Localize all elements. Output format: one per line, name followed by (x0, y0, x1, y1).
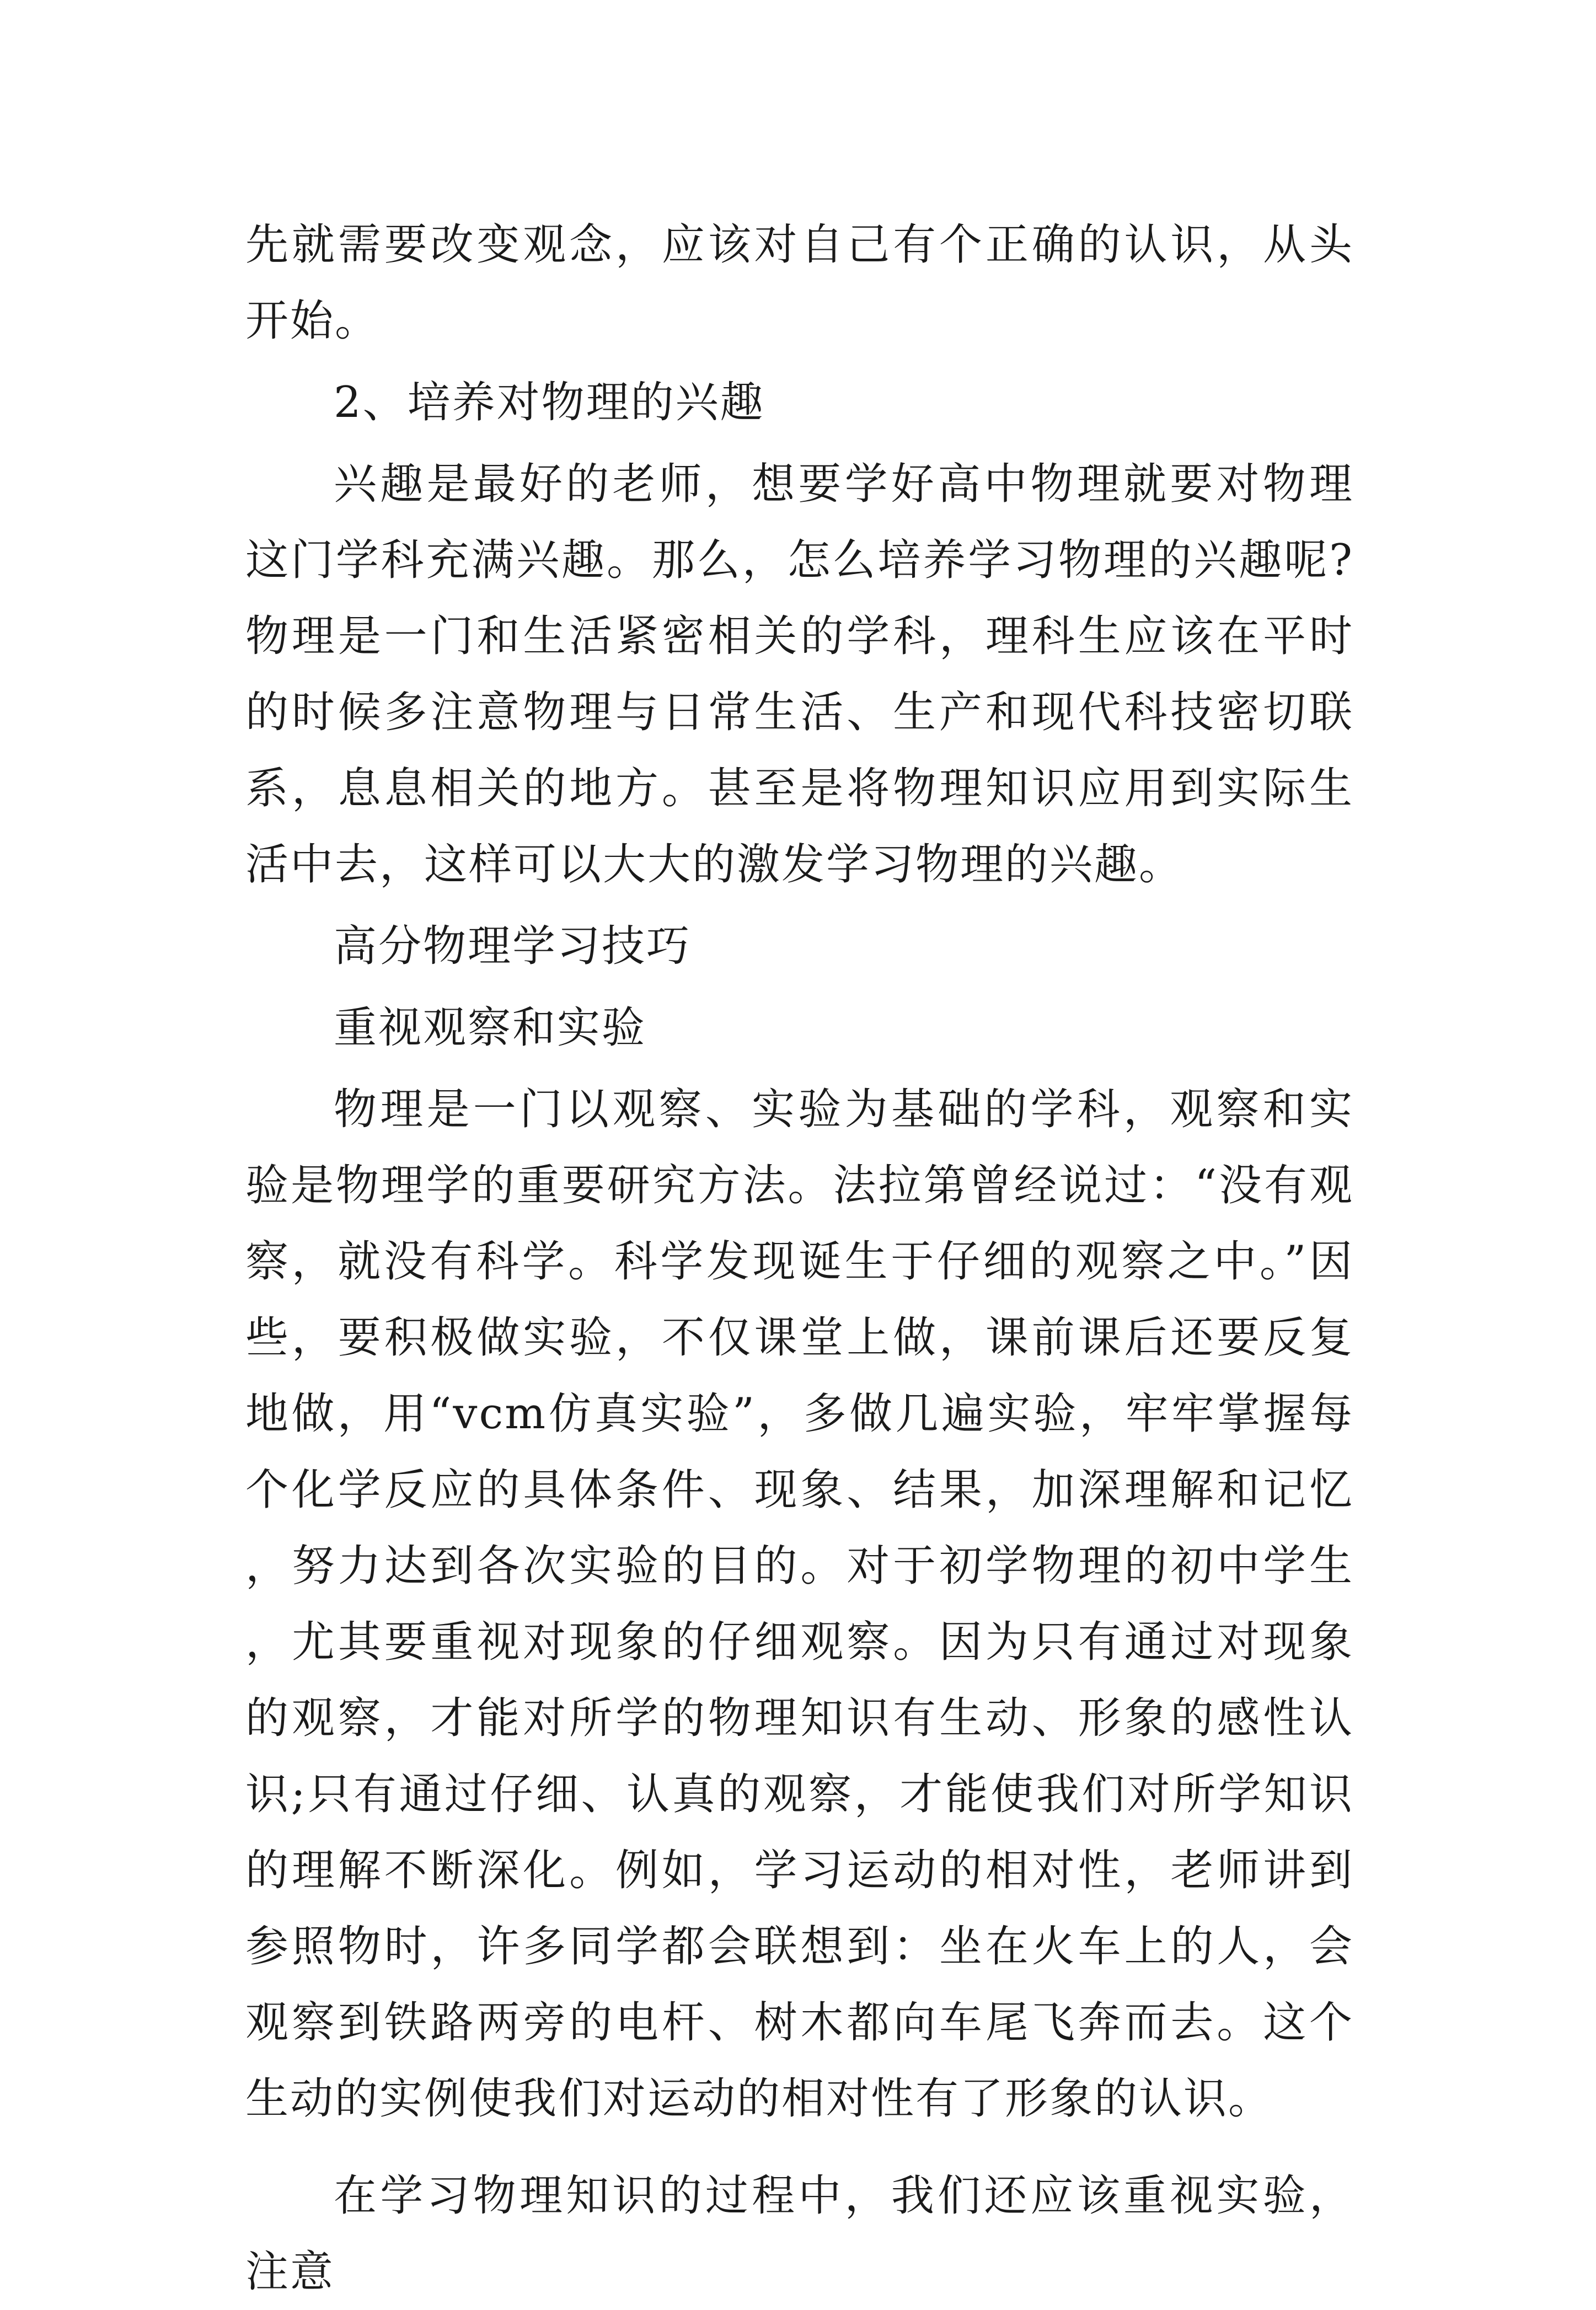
paragraph-observation: 物理是一门以观察、实验为基础的学科，观察和实验是物理学的重要研究方法。法拉第曾经说过：“没有观察，就没有科学。科学发现诞生于仔细的观察之中。”因些，要积极做实验，不仅课堂上做，课前课后还要反复地做，用“vcm仿真实验”，多做几遍实验，牢牢掌握每个化学反应的具体条件、现象、结果，加深理解和记忆，努力达到各次实验的目的。对于初学物理的初中学生，尤其要重视对现象的仔细观察。因为只有通过对现象的观察，才能对所学的物理知识有生动、形象的感性认识;只有通过仔细、认真的观察，才能使我们对所学知识的理解不断深化。例如，学习运动的相对性，老师讲到参照物时，许多同学都会联想到：坐在火车上的人，会观察到铁路两旁的电杆、树木都向车尾飞奔而去。这个生动的实例使我们对运动的相对性有了形象的认识。 (245, 1085, 1354, 2124)
paragraph-intro-continuation: 先就需要改变观念，应该对自己有个正确的认识，从头开始。 (245, 220, 1354, 346)
document-page (245, 207, 1354, 2310)
paragraph-interest: 兴趣是最好的老师，想要学好高中物理就要对物理这门学科充满兴趣。那么，怎么培养学习物理的兴趣呢?物理是一门和生活紧密相关的学科，理科生应该在平时的时候多注意物理与日常生活、生产和现代科技密切联系，息息相关的地方。甚至是将物理知识应用到实际生活中去，这样可以大大的激发学习物理的兴趣。 (245, 459, 1354, 889)
subheading-observation-experiment: 重视观察和实验 (334, 1003, 647, 1053)
section-heading-skills: 高分物理学习技巧 (334, 921, 692, 971)
section-heading-interest: 2、培养对物理的兴趣 (334, 378, 765, 427)
paragraph-experiment-start: 在学习物理知识的过程中，我们还应该重视实验，注意 (245, 2171, 1354, 2297)
